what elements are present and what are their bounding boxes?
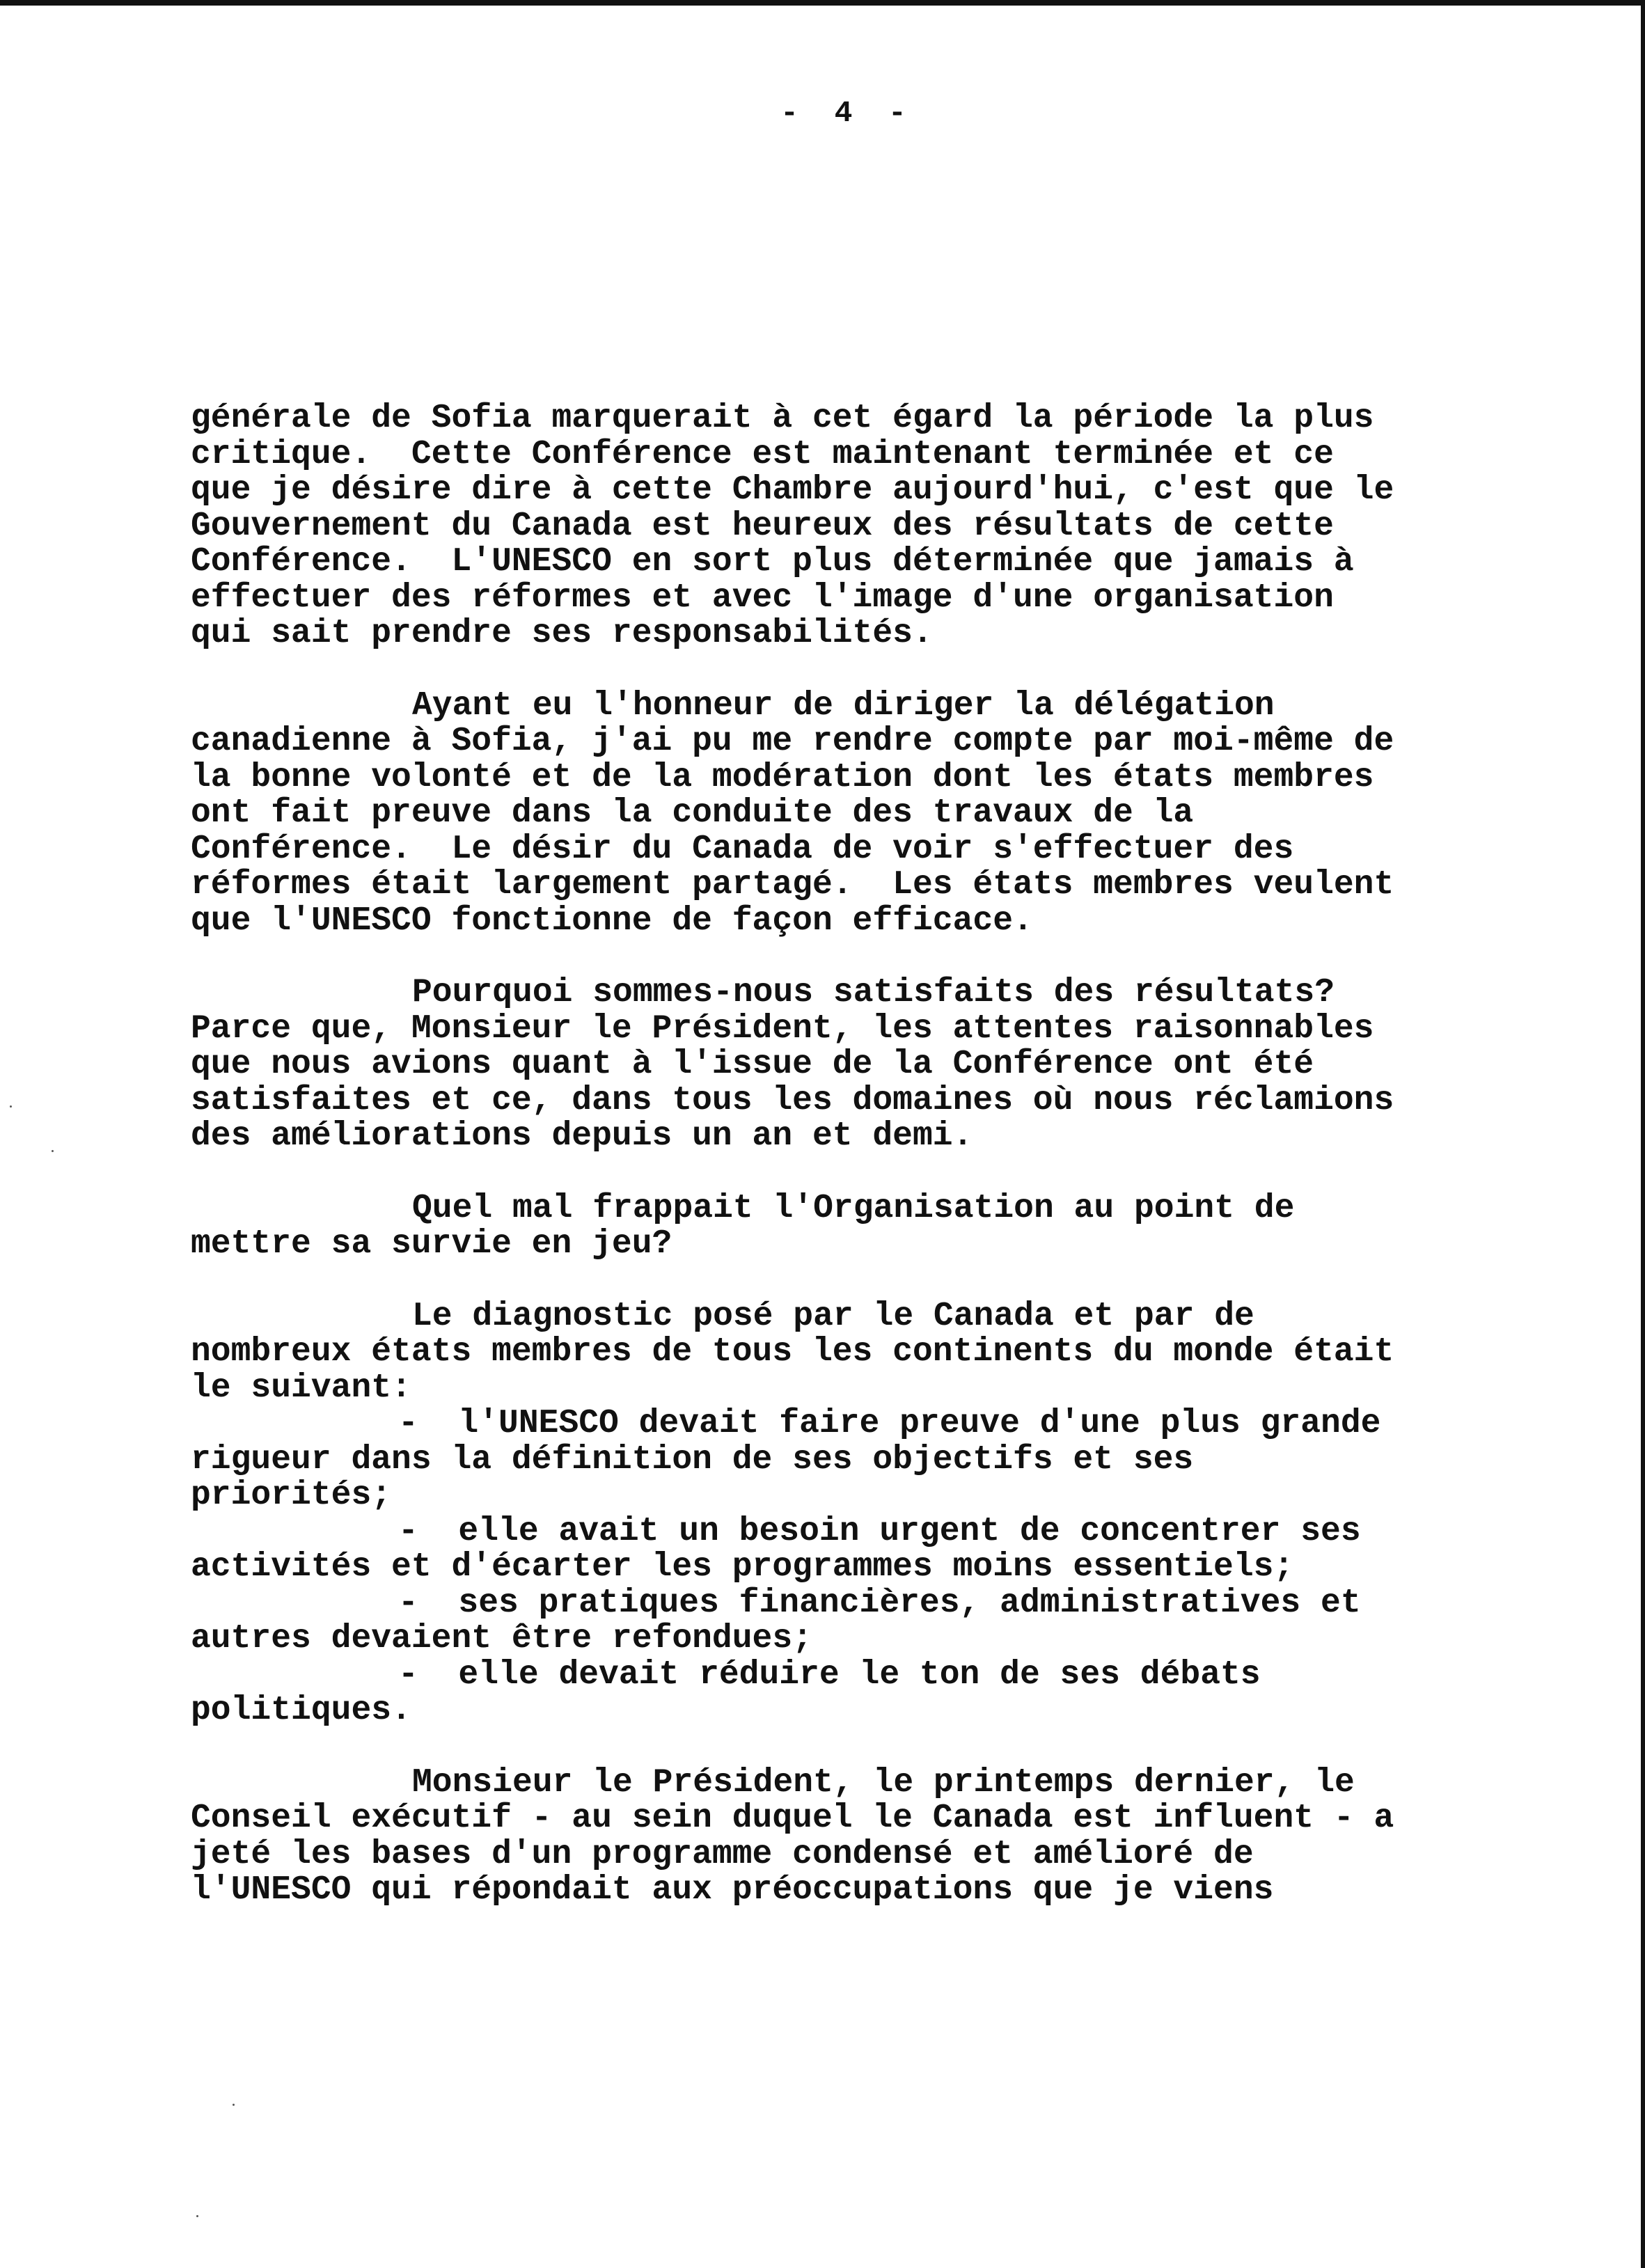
bullet-list — [191, 1406, 1500, 1729]
text-line: Conférence. Le désir du Canada de voir s'effectuer des — [191, 830, 1294, 868]
scan-speck — [52, 1150, 54, 1152]
scan-speck — [196, 2215, 198, 2217]
text-line: qui sait prendre ses responsabilités. — [191, 615, 933, 652]
text-line: - l'UNESCO devait faire preuve d'une plus grande — [398, 1405, 1381, 1442]
bullet-item — [191, 1406, 1500, 1514]
text-line: Conseil exécutif - au sein duquel le Canada est influent - a — [191, 1800, 1394, 1837]
text-line: jeté les bases d'un programme condensé et amélioré de — [191, 1835, 1254, 1873]
text-line: que je désire dire à cette Chambre aujourd'hui, c'est que le — [191, 471, 1394, 509]
bullet-item — [191, 1586, 1500, 1657]
text-line: des améliorations depuis un an et demi. — [191, 1117, 973, 1155]
text-line: critique. Cette Conférence est maintenant terminée et ce — [191, 435, 1334, 473]
text-line: - elle avait un besoin urgent de concentrer ses — [398, 1512, 1361, 1550]
text-line: Monsieur le Président, le printemps dernier, le — [412, 1763, 1355, 1802]
text-line: la bonne volonté et de la modération dont les états membres — [191, 758, 1374, 796]
text-line: que nous avions quant à l'issue de la Conférence ont été — [191, 1046, 1314, 1083]
paragraph-2 — [191, 688, 1500, 940]
text-line: satisfaites et ce, dans tous les domaines où nous réclamions — [191, 1081, 1394, 1119]
paragraph-5 — [191, 1299, 1500, 1729]
text-line: Le diagnostic posé par le Canada et par de — [412, 1297, 1254, 1335]
text-line: ont fait preuve dans la conduite des travaux de la — [191, 794, 1194, 832]
text-line: Ayant eu l'honneur de diriger la délégation — [412, 686, 1275, 725]
text-line: - ses pratiques financières, administratives et — [398, 1584, 1361, 1622]
scan-speck — [233, 2104, 235, 2106]
text-line: que l'UNESCO fonctionne de façon efficace. — [191, 901, 1033, 940]
text-line: Quel mal frappait l'Organisation au point de — [412, 1189, 1295, 1227]
text-line: Pourquoi sommes-nous satisfaits des résultats? — [412, 974, 1335, 1011]
text-line: - elle devait réduire le ton de ses débats — [398, 1655, 1261, 1694]
text-line: le suivant: — [191, 1369, 411, 1407]
text-line: nombreux états membres de tous les continents du monde était — [191, 1333, 1394, 1371]
paragraph-3 — [191, 975, 1500, 1155]
text-line: politiques. — [191, 1692, 411, 1729]
text-line: réformes était largement partagé. Les états membres veulent — [191, 866, 1394, 904]
text-line: Gouvernement du Canada est heureux des résultats de cette — [191, 507, 1334, 545]
text-line: priorités; — [191, 1476, 392, 1514]
text-line: rigueur dans la définition de ses objectifs et ses — [191, 1440, 1194, 1479]
paragraph-6 — [191, 1765, 1500, 1909]
text-line: effectuer des réformes et avec l'image d'une organisation — [191, 578, 1334, 617]
scan-right-edge — [1641, 0, 1645, 2268]
text-line: mettre sa survie en jeu? — [191, 1225, 672, 1263]
paragraph-4 — [191, 1191, 1500, 1263]
text-line: Conférence. L'UNESCO en sort plus déterminée que jamais à — [191, 543, 1354, 581]
text-line: Parce que, Monsieur le Président, les attentes raisonnables — [191, 1009, 1374, 1048]
bullet-item — [191, 1514, 1500, 1586]
text-line: générale de Sofia marquerait à cet égard la période la plus — [191, 400, 1374, 437]
scan-speck — [10, 1105, 12, 1108]
text-line: autres devaient être refondues; — [191, 1620, 812, 1657]
page-number: - 4 - — [780, 96, 906, 130]
body-text — [191, 401, 1500, 1945]
text-line: canadienne à Sofia, j'ai pu me rendre compte par moi-même de — [191, 723, 1394, 760]
paragraph-1 — [191, 401, 1500, 652]
text-line: activités et d'écarter les programmes moins essentiels; — [191, 1548, 1294, 1586]
bullet-item — [191, 1657, 1500, 1729]
text-line: l'UNESCO qui répondait aux préoccupations que je viens — [191, 1871, 1274, 1909]
scan-top-edge — [0, 0, 1645, 6]
